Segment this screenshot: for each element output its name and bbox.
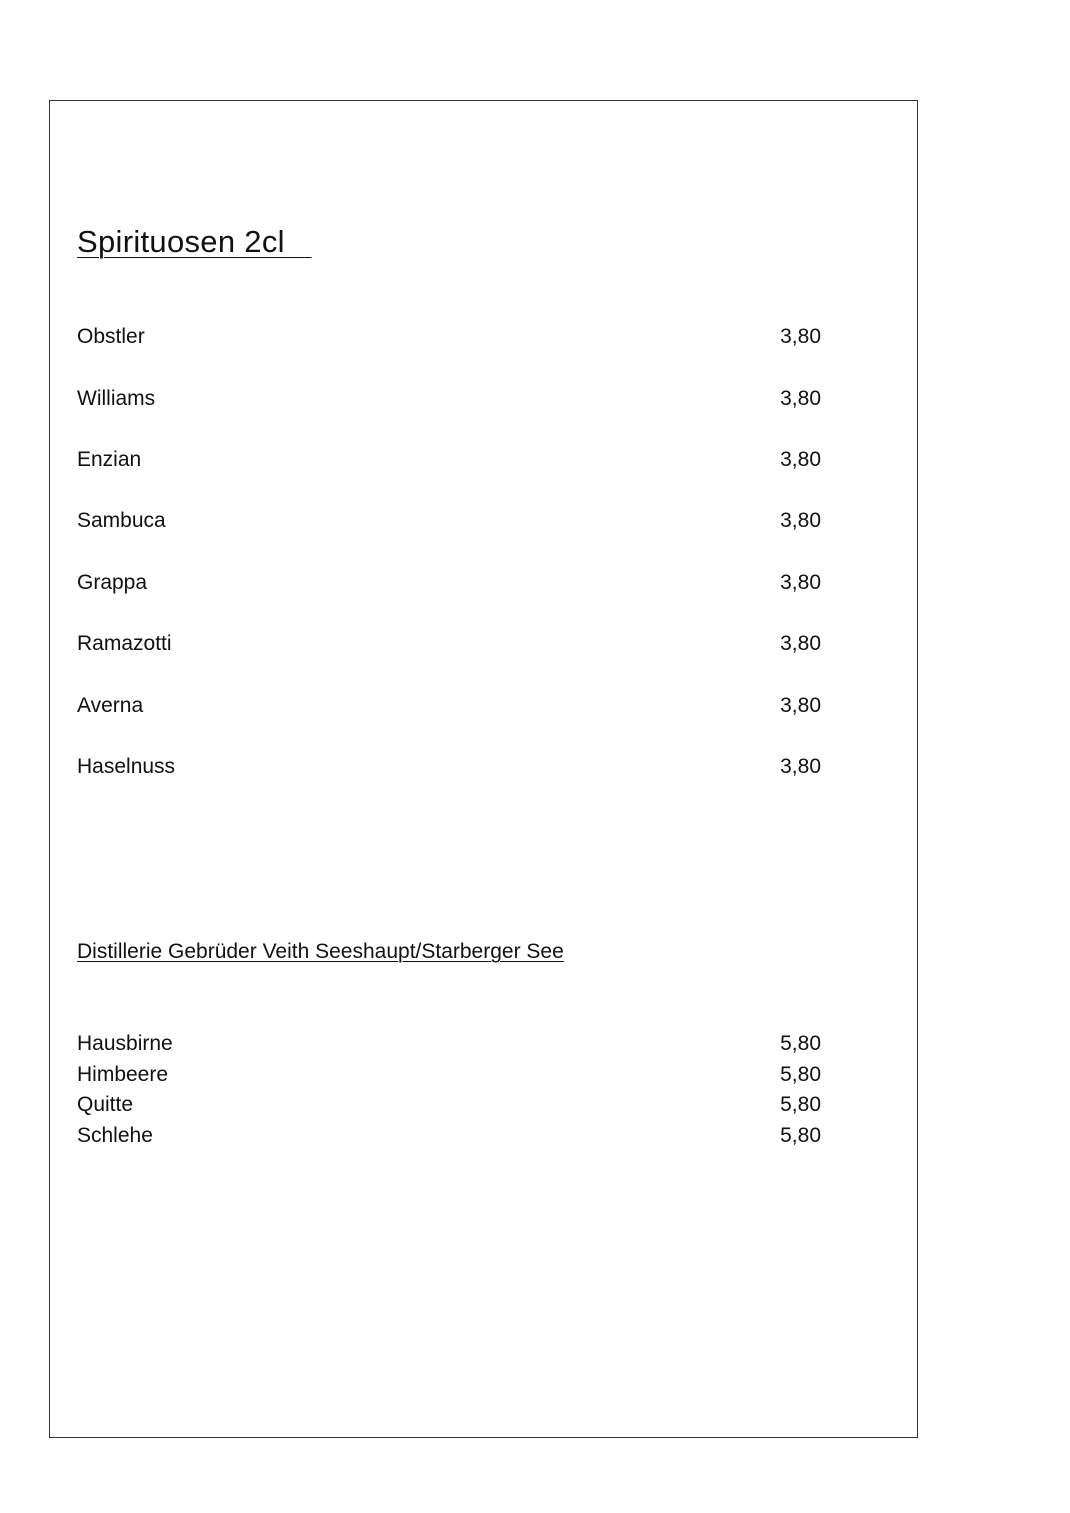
menu-item-price: 5,80 <box>780 1093 821 1116</box>
menu-item-name: Enzian <box>77 448 142 471</box>
menu-item-price: 5,80 <box>780 1063 821 1086</box>
menu-item <box>77 1060 821 1090</box>
menu-item-price: 3,80 <box>780 755 821 778</box>
menu-item-name: Williams <box>77 387 156 410</box>
menu-item-name: Haselnuss <box>77 755 176 778</box>
menu-item <box>77 752 821 782</box>
menu-item <box>77 506 821 536</box>
menu-item-name: Averna <box>77 694 144 717</box>
menu-item <box>77 568 821 598</box>
menu-item-price: 3,80 <box>780 325 821 348</box>
menu-item-name: Ramazotti <box>77 632 172 655</box>
menu-item-price: 3,80 <box>780 387 821 410</box>
menu-item <box>77 445 821 475</box>
menu-item-price: 5,80 <box>780 1124 821 1147</box>
menu-item-name: Himbeere <box>77 1063 169 1086</box>
menu-item-price: 3,80 <box>780 632 821 655</box>
menu-item-name: Quitte <box>77 1093 134 1116</box>
menu-item <box>77 691 821 721</box>
menu-item-name: Schlehe <box>77 1124 153 1147</box>
menu-item <box>77 384 821 414</box>
menu-item-name: Obstler <box>77 325 145 348</box>
section-heading: Distillerie Gebrüder Veith Seeshaupt/Starberger See <box>77 940 564 963</box>
menu-item-name: Grappa <box>77 571 148 594</box>
page-title: Spirituosen 2cl <box>77 224 312 259</box>
menu-item-name: Hausbirne <box>77 1032 173 1055</box>
menu-item-price: 3,80 <box>780 448 821 471</box>
menu-item <box>77 629 821 659</box>
menu-item-price: 3,80 <box>780 571 821 594</box>
menu-item-name: Sambuca <box>77 509 166 532</box>
menu-item-price: 3,80 <box>780 509 821 532</box>
menu-item-price: 5,80 <box>780 1032 821 1055</box>
menu-item <box>77 1121 821 1151</box>
menu-item <box>77 1090 821 1120</box>
menu-item <box>77 1029 821 1059</box>
menu-item-price: 3,80 <box>780 694 821 717</box>
menu-item <box>77 322 821 352</box>
